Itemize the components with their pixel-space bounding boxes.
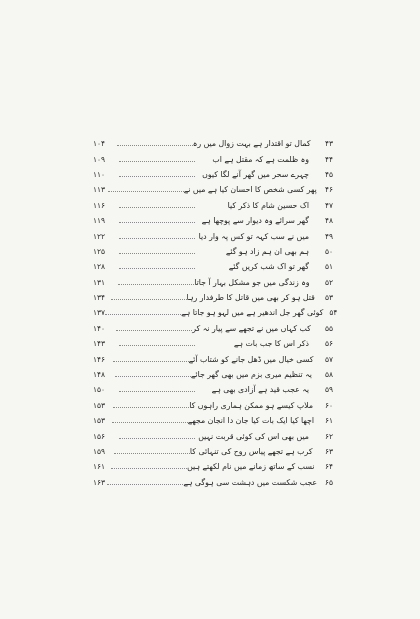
dot-leader bbox=[118, 278, 194, 285]
toc-entry-number: ۵۵ bbox=[324, 323, 333, 333]
toc-entry-title: ہم بھی ان ہم زاد ہو گئے bbox=[225, 246, 309, 256]
dot-leader bbox=[107, 478, 183, 485]
toc-entry-title: وہ ظلمت ہے کہ مقتل ہے اب bbox=[212, 154, 309, 164]
toc-entry bbox=[93, 459, 333, 474]
toc-entry-number: ۶۵ bbox=[324, 477, 333, 487]
dot-leader bbox=[119, 432, 195, 439]
dot-leader bbox=[119, 385, 195, 392]
dot-leader bbox=[119, 232, 195, 239]
dot-leader bbox=[114, 447, 190, 454]
toc-entry bbox=[93, 182, 333, 197]
toc-entry bbox=[93, 198, 333, 213]
toc-entry bbox=[93, 336, 333, 351]
toc-entry-title: پھر کسی شخص کا احسان کیا ہے میں نے bbox=[183, 185, 317, 195]
toc-entry bbox=[93, 259, 333, 274]
toc-entry-title: کسی خیال میں ڈھل جانے کو شتاب آئے bbox=[188, 354, 314, 364]
toc-entry-number: ۶۲ bbox=[324, 431, 333, 441]
toc-entry-number: ۵۰ bbox=[324, 246, 333, 256]
toc-entry-title: عجب شکست میں دہشت سی ہوگی ہے bbox=[183, 477, 318, 487]
dot-leader bbox=[111, 462, 187, 469]
dot-leader bbox=[113, 355, 189, 362]
toc-entry-title: نسب کے ساتھ زمانے میں نام لکھتے ہیں bbox=[187, 462, 315, 472]
toc-page-number: ۱۱۶ bbox=[93, 200, 106, 210]
toc-entry bbox=[93, 367, 333, 382]
toc-entry-title: میں نے سب کہہ تو کس پہ وار دیا bbox=[198, 231, 309, 241]
toc-entry-number: ۴۵ bbox=[324, 169, 333, 179]
toc-page-number: ۱۴۳ bbox=[93, 339, 106, 349]
dot-leader bbox=[119, 155, 195, 162]
toc-page-number: ۱۲۲ bbox=[93, 231, 106, 241]
toc-entry bbox=[93, 151, 333, 166]
toc-entry bbox=[93, 290, 333, 305]
toc-entry-number: ۴۶ bbox=[324, 185, 333, 195]
toc-entry-number: ۵۶ bbox=[324, 339, 333, 349]
dot-leader bbox=[119, 216, 195, 223]
toc-entry-number: ۴۴ bbox=[324, 154, 333, 164]
toc-entry-number: ۴۹ bbox=[324, 231, 333, 241]
toc-page-number: ۱۲۸ bbox=[93, 262, 106, 272]
toc-entry-number: ۵۹ bbox=[324, 385, 333, 395]
toc-page-number: ۱۳۴ bbox=[93, 293, 106, 303]
toc-entry bbox=[93, 475, 333, 490]
toc-entry bbox=[93, 413, 333, 428]
toc-entry-title: اک حسین شام کا ذکر کیا bbox=[227, 200, 309, 210]
toc-entry bbox=[93, 305, 338, 320]
dot-leader bbox=[119, 262, 195, 269]
toc-entry-number: ۶۱ bbox=[324, 416, 333, 426]
toc-page-number: ۱۵۶ bbox=[93, 431, 106, 441]
table-of-contents bbox=[93, 136, 338, 490]
toc-entry bbox=[93, 136, 333, 151]
dot-leader bbox=[108, 185, 184, 192]
toc-entry bbox=[93, 228, 333, 243]
toc-entry bbox=[93, 321, 333, 336]
toc-entry-title: یہ تنظیم میری بزم میں بھی گھر جائے bbox=[190, 370, 312, 380]
toc-entry bbox=[93, 444, 333, 459]
toc-entry-number: ۵۱ bbox=[324, 262, 333, 272]
toc-entry-number: ۴۷ bbox=[324, 200, 333, 210]
toc-entry-title: میں بھی اس کی کوئی قربت نہیں bbox=[198, 431, 309, 441]
toc-entry bbox=[93, 398, 333, 413]
toc-entry-number: ۵۸ bbox=[324, 370, 333, 380]
toc-entry-title: ملاپ کیسے ہو ممکن ہماری راہوں کا bbox=[189, 400, 314, 410]
toc-page-number: ۱۳۷ bbox=[93, 308, 106, 318]
dot-leader bbox=[119, 201, 195, 208]
toc-entry-number: ۶۰ bbox=[324, 400, 333, 410]
toc-entry bbox=[93, 382, 333, 397]
dot-leader bbox=[111, 293, 187, 300]
toc-entry bbox=[93, 428, 333, 443]
toc-entry-title: وہ زندگی میں جو مشکل بہار آ جاتا bbox=[194, 277, 310, 287]
dot-leader bbox=[117, 139, 193, 146]
toc-entry bbox=[93, 244, 333, 259]
toc-page-number: ۱۶۳ bbox=[93, 477, 106, 487]
toc-entry-title: ذکر اس کا جب بات ہے bbox=[233, 339, 309, 349]
toc-page-number: ۱۵۳ bbox=[93, 416, 106, 426]
toc-page-number: ۱۱۳ bbox=[93, 185, 106, 195]
toc-entry bbox=[93, 275, 333, 290]
toc-page-number: ۱۲۵ bbox=[93, 246, 106, 256]
toc-entry-title: کرب ہے تجھے پیاس روح کی تنہائی کا bbox=[189, 447, 313, 456]
dot-leader bbox=[113, 401, 189, 408]
toc-entry-number: ۶۳ bbox=[324, 447, 333, 456]
toc-entry-title: چہرے سحر میں گھر آنے لگا کیوں bbox=[202, 169, 309, 179]
toc-entry-number: ۵۲ bbox=[324, 277, 333, 287]
toc-entry-title: گھر سرائے وہ دیوار سے پوچھا ہے bbox=[201, 216, 309, 226]
toc-page-number: ۱۴۶ bbox=[93, 354, 106, 364]
toc-page-number: ۱۴۰ bbox=[93, 323, 106, 333]
toc-entry-number: ۵۷ bbox=[324, 354, 333, 364]
dot-leader bbox=[115, 370, 191, 377]
toc-page-number: ۱۶۱ bbox=[93, 462, 106, 472]
toc-page-number: ۱۰۹ bbox=[93, 154, 106, 164]
toc-page-number: ۱۱۰ bbox=[93, 169, 106, 179]
toc-entry bbox=[93, 213, 333, 228]
dot-leader bbox=[119, 339, 195, 346]
toc-page-number: ۱۰۴ bbox=[93, 139, 106, 149]
toc-entry-number: ۶۴ bbox=[324, 462, 333, 472]
toc-page-number: ۱۳۱ bbox=[93, 277, 106, 287]
toc-entry-title: قتل ہو کر بھی میں قاتل کا طرفدار رہا bbox=[186, 293, 315, 303]
toc-page-number: ۱۴۸ bbox=[93, 370, 106, 380]
toc-page-number: ۱۵۹ bbox=[93, 447, 106, 456]
dot-leader bbox=[119, 170, 195, 177]
toc-entry-title: کمال تو اقتدار ہے بہت زوال میں رہ bbox=[192, 139, 311, 149]
dot-leader bbox=[116, 324, 192, 331]
toc-entry-title: اچھا کیا ایک بات کیا جان دا انجان مجھے bbox=[187, 416, 315, 426]
toc-entry bbox=[93, 167, 333, 182]
toc-entry-title: گھر تو اک شب کریں گئے bbox=[228, 262, 309, 272]
toc-entry-number: ۴۸ bbox=[324, 216, 333, 226]
toc-page-number: ۱۵۰ bbox=[93, 385, 106, 395]
toc-entry bbox=[93, 351, 333, 366]
toc-entry-title: یہ عجب قید ہے آزادی بھی ہے bbox=[211, 385, 309, 395]
dot-leader bbox=[112, 416, 188, 423]
toc-entry-number: ۵۴ bbox=[329, 308, 338, 318]
toc-entry-title: کب کہاں میں نے تجھے سے پیار نہ کر bbox=[192, 323, 311, 333]
toc-entry-title: کوئی گھر جل اندھیر ہے میں لہو ہو جاتا ہے bbox=[181, 308, 324, 318]
toc-page-number: ۱۵۳ bbox=[93, 400, 106, 410]
toc-entry-number: ۵۳ bbox=[324, 293, 333, 303]
toc-page-number: ۱۱۹ bbox=[93, 216, 106, 226]
toc-entry-number: ۴۳ bbox=[324, 139, 333, 149]
dot-leader bbox=[119, 247, 195, 254]
dot-leader bbox=[105, 308, 181, 315]
